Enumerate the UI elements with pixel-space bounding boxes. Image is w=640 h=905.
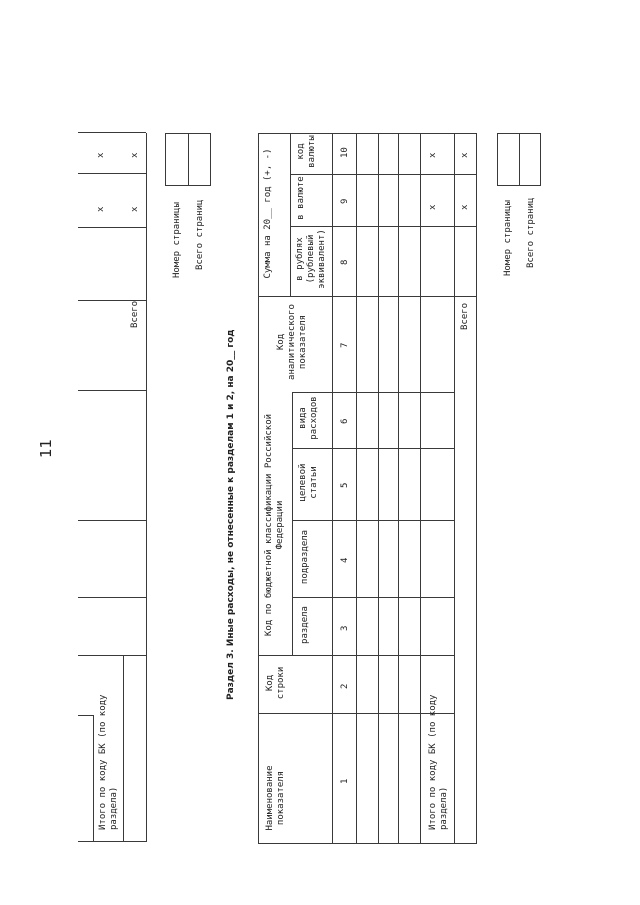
col-number: 7: [340, 342, 350, 348]
top-x-mark: x: [96, 152, 106, 158]
x-mark: x: [428, 204, 438, 210]
col-rub-header: в рублях (рублевый эквивалент): [295, 229, 327, 289]
x-mark: x: [460, 204, 470, 210]
col-section-header: раздела: [300, 606, 310, 644]
top-x-mark: x: [130, 152, 140, 158]
section-title: Раздел 3. Иные расходы, не отнесенные к разделам 1 и 2, на 20__ год: [226, 329, 236, 700]
page-number-label: Номер страницы: [503, 200, 513, 276]
page-number: 11: [37, 438, 55, 458]
col-currency-code-header: код валюты: [296, 135, 317, 168]
col-number: 1: [340, 778, 350, 784]
col-subsection-header: подраздела: [300, 529, 310, 585]
top-x-mark: x: [130, 206, 140, 212]
col-number: 4: [340, 557, 350, 563]
top-total-by-bk: Итого по коду БК (по коду раздела): [98, 694, 119, 830]
col-number: 3: [340, 625, 350, 631]
x-mark: x: [428, 152, 438, 158]
total-pages-label: Всего страниц: [195, 199, 205, 270]
col-line-code-header: Код строки: [265, 666, 286, 700]
col-name-header: Наименование показателя: [265, 765, 286, 831]
col-number: 2: [340, 683, 350, 689]
top-x-mark: x: [96, 206, 106, 212]
col-target-header: целевой статьи: [298, 463, 319, 502]
top-total-label: Всего: [130, 300, 140, 328]
col-currency-header: в валюте: [296, 176, 306, 220]
col-number: 6: [340, 418, 350, 424]
col-analytic-header: Код аналитического показателя: [276, 304, 308, 380]
col-number: 5: [340, 482, 350, 488]
total-label: Всего: [460, 302, 470, 330]
col-expense-type-header: вида расходов: [298, 396, 319, 440]
col-sum-header: Сумма на 20__ год (+, -): [263, 148, 273, 279]
total-pages-label: Всего страниц: [526, 197, 536, 268]
total-by-bk: Итого по коду БК (по коду раздела): [428, 694, 449, 830]
page-number-label: Номер страницы: [172, 202, 182, 278]
col-number: 8: [340, 259, 350, 265]
x-mark: x: [460, 152, 470, 158]
col-bk-header: Код по бюджетной классификации Российской Федерации: [264, 413, 285, 637]
col-number: 9: [340, 198, 350, 204]
col-number: 10: [340, 147, 350, 158]
